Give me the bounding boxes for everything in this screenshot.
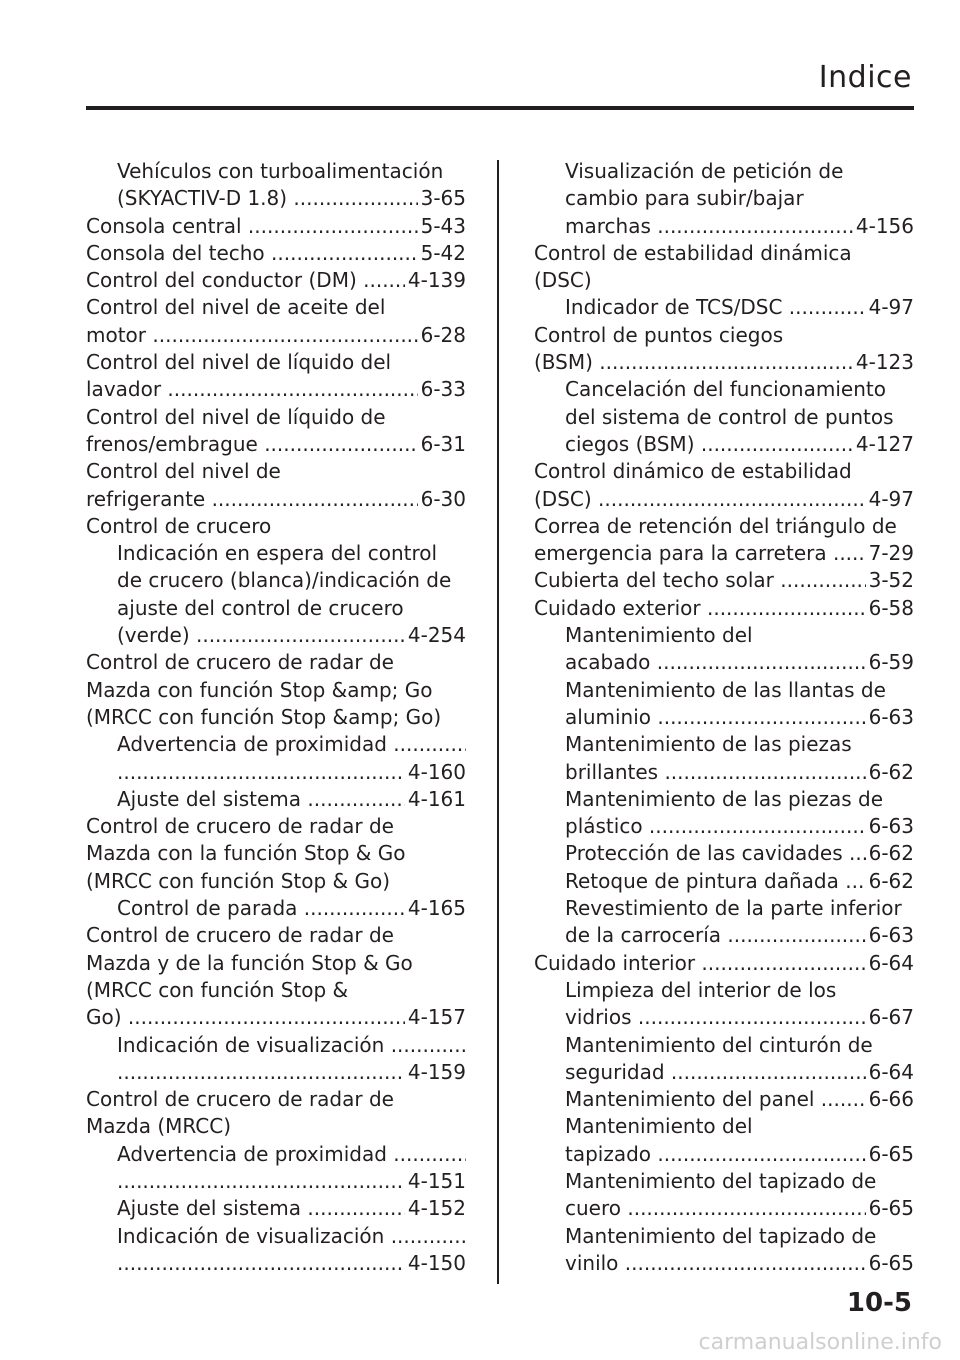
index-entry: Control de crucero de radar de [86, 1087, 394, 1112]
index-entry-text: emergencia para la carretera ..... [534, 540, 866, 567]
index-entry-text: Cubierta del techo solar ..... [534, 567, 866, 594]
index-entry [534, 431, 914, 458]
index-entry-page: 6-65 [868, 1196, 914, 1221]
index-entry: Mazda con la función Stop & Go [86, 841, 406, 866]
index-entry-page: 5-43 [420, 213, 466, 238]
index-entry-text: Go) ..... [86, 1004, 405, 1031]
index-entry-text: seguridad ..... [565, 1059, 866, 1086]
index-entry [86, 759, 466, 786]
index-entry-text: acabado ..... [565, 649, 866, 676]
index-entry-page: 6-64 [868, 950, 914, 975]
index-entry-text: Ajuste del sistema ..... [117, 1195, 405, 1222]
index-entry-page: 6-59 [868, 650, 914, 675]
index-entry-page: 6-62 [868, 759, 914, 784]
index-entry: Visualización de petición de [565, 159, 844, 183]
index-entry-page: 6-31 [420, 431, 466, 456]
index-entry [86, 267, 466, 294]
index-entry-page: 6-28 [420, 322, 466, 347]
index-entry-page: 4-160 [407, 759, 466, 784]
index-entry-text: motor ..... [86, 322, 418, 349]
index-entry-page: 5-42 [420, 240, 466, 265]
index-entry-page: 6-63 [868, 704, 914, 729]
index-entry: Correa de retención del triángulo de [534, 513, 897, 538]
index-entry [534, 649, 914, 676]
index-entry: de crucero (blanca)/indicación de [117, 568, 452, 593]
index-entry [86, 1168, 466, 1195]
index-entry-page: 6-65 [868, 1141, 914, 1166]
index-entry-page: 4-127 [855, 431, 914, 456]
index-entry [534, 567, 914, 594]
index-entry-page: 3-65 [420, 186, 466, 211]
index-entry-page: 4-157 [407, 1005, 466, 1030]
index-entry [534, 1004, 914, 1031]
index-entry-text: (DSC) ..... [534, 486, 866, 513]
index-column-left [86, 158, 466, 1277]
index-entry-page: 6-62 [868, 868, 914, 893]
index-entry-text [117, 1250, 405, 1277]
index-entry-page: 4-156 [855, 213, 914, 238]
index-entry [534, 704, 914, 731]
index-entry-text: Consola central ..... [86, 213, 418, 240]
index-entry-page: 4-139 [407, 268, 466, 293]
index-entry: Control de crucero de radar de [86, 650, 394, 675]
index-entry-text: frenos/embrague ..... [86, 431, 418, 458]
index-entry-page: 6-66 [868, 1087, 914, 1112]
index-entry: Control de puntos ciegos [534, 322, 784, 347]
index-entry-text: de la carrocería ..... [565, 922, 866, 949]
index-entry-page: 4-152 [407, 1196, 466, 1221]
index-entry-text: Cuidado exterior ..... [534, 595, 866, 622]
index-entry [534, 922, 914, 949]
index-entry: Limpieza del interior de los [565, 977, 837, 1002]
index-entry [534, 840, 914, 867]
index-entry-page: 6-30 [420, 486, 466, 511]
index-entry-text: aluminio ..... [565, 704, 866, 731]
index-entry [86, 240, 466, 267]
index-entry [534, 1195, 914, 1222]
index-entry-text: Cuidado interior ..... [534, 950, 866, 977]
index-entry: Advertencia de proximidad ..... [86, 1141, 466, 1168]
index-entry: Cancelación del funcionamiento [565, 377, 886, 402]
index-entry-text: brillantes ..... [565, 759, 866, 786]
index-entry: Control dinámico de estabilidad [534, 459, 852, 484]
index-entry [86, 322, 466, 349]
index-entry-text: lavador ..... [86, 376, 418, 403]
page-header-title: Indice [818, 60, 912, 95]
index-entry: del sistema de control de puntos [565, 404, 894, 429]
index-entry-page: 6-58 [868, 595, 914, 620]
index-entry: Advertencia de proximidad ..... [86, 731, 466, 758]
index-entry-text: (verde) ..... [117, 622, 405, 649]
index-entry: Indicación en espera del control [117, 541, 438, 566]
index-entry-page: 6-63 [868, 814, 914, 839]
index-entry: Control del nivel de [86, 459, 281, 484]
index-entry-page: 6-65 [868, 1250, 914, 1275]
index-entry: Control del nivel de líquido del [86, 350, 392, 375]
index-entry-page: 4-97 [868, 486, 914, 511]
index-entry [86, 486, 466, 513]
index-entry: Control del nivel de líquido de [86, 404, 386, 429]
index-entry-text: Control de parada ..... [117, 895, 405, 922]
page-number: 10-5 [846, 1288, 912, 1318]
index-entry-page: 4-254 [407, 623, 466, 648]
index-entry-page: 4-123 [855, 350, 914, 375]
index-entry: (MRCC con función Stop & [86, 977, 349, 1002]
index-entry-page: 6-64 [868, 1059, 914, 1084]
index-entry-text: Retoque de pintura dañada ..... [565, 868, 866, 895]
index-entry [534, 294, 914, 321]
index-entry-page: 7-29 [868, 541, 914, 566]
watermark: carmanualsonline.info [698, 1330, 942, 1355]
index-entry-text: Ajuste del sistema ..... [117, 786, 405, 813]
index-entry [534, 950, 914, 977]
index-entry-text: (BSM) ..... [534, 349, 853, 376]
index-entry [534, 540, 914, 567]
index-entry [534, 1059, 914, 1086]
index-entry-text: plástico ..... [565, 813, 866, 840]
index-entry [534, 868, 914, 895]
index-entry [534, 213, 914, 240]
index-entry [86, 185, 466, 212]
index-entry [534, 759, 914, 786]
index-entry: Revestimiento de la parte inferior [565, 896, 902, 921]
index-entry [86, 786, 466, 813]
index-entry: Vehículos con turboalimentación [117, 159, 444, 183]
index-column-right [534, 158, 914, 1277]
index-entry: Mantenimiento de las llantas de [565, 677, 886, 702]
index-entry: Mantenimiento de las piezas [565, 732, 852, 757]
index-entry: ajuste del control de crucero [117, 595, 404, 620]
index-entry [86, 1195, 466, 1222]
index-entry-page: 4-97 [868, 295, 914, 320]
index-entry-text: tapizado ..... [565, 1141, 866, 1168]
index-entry [534, 1250, 914, 1277]
index-entry: (DSC) [534, 268, 592, 293]
index-entry [86, 213, 466, 240]
index-entry-page: 4-161 [407, 786, 466, 811]
index-entry-text: ciegos (BSM) ..... [565, 431, 853, 458]
index-entry [86, 1004, 466, 1031]
index-entry: Control del nivel de aceite del [86, 295, 386, 320]
index-entry [86, 1059, 466, 1086]
index-entry-page: 4-150 [407, 1250, 466, 1275]
index-entry [86, 431, 466, 458]
index-entry-text: Control del conductor (DM) ..... [86, 267, 405, 294]
index-entry-page: 6-62 [868, 841, 914, 866]
index-entry-page: 6-33 [420, 377, 466, 402]
index-entry: (MRCC con función Stop & Go) [86, 868, 391, 893]
index-entry [534, 349, 914, 376]
index-entry-text: Indicador de TCS/DSC ..... [565, 294, 866, 321]
index-entry-text [117, 759, 405, 786]
index-entry: Mantenimiento del tapizado de [565, 1168, 877, 1193]
index-entry [86, 376, 466, 403]
index-entry-text: (SKYACTIV-D 1.8) ..... [117, 185, 418, 212]
index-entry-page: 4-165 [407, 896, 466, 921]
index-entry: Mantenimiento del [565, 1114, 753, 1139]
index-entry-text: Mantenimiento del panel ..... [565, 1086, 866, 1113]
index-entry: Indicación de visualización ..... [86, 1223, 466, 1250]
index-entry [534, 813, 914, 840]
index-entry: Mantenimiento del cinturón de [565, 1032, 873, 1057]
index-entry-text [117, 1059, 405, 1086]
index-entry: Mantenimiento del [565, 623, 753, 648]
index-entry [534, 595, 914, 622]
index-entry [534, 1086, 914, 1113]
index-entry: Indicación de visualización ..... [86, 1032, 466, 1059]
index-entry: Mantenimiento de las piezas de [565, 786, 884, 811]
index-entry-text: vidrios ..... [565, 1004, 866, 1031]
index-entry: Control de crucero de radar de [86, 923, 394, 948]
index-entry: (MRCC con función Stop &amp; Go) [86, 704, 442, 729]
index-entry: Mazda (MRCC) [86, 1114, 232, 1139]
index-entry: Control de crucero de radar de [86, 814, 394, 839]
index-entry-text: Consola del techo ..... [86, 240, 418, 267]
index-entry: Control de estabilidad dinámica [534, 240, 852, 265]
index-entry: Mantenimiento del tapizado de [565, 1223, 877, 1248]
index-entry [534, 486, 914, 513]
index-entry [86, 622, 466, 649]
index-entry-page: 3-52 [868, 568, 914, 593]
index-entry-page: 4-159 [407, 1059, 466, 1084]
index-entry [86, 895, 466, 922]
index-entry [534, 1141, 914, 1168]
index-entry-page: 4-151 [407, 1168, 466, 1193]
index-entry-text: refrigerante ..... [86, 486, 418, 513]
index-entry [86, 1250, 466, 1277]
index-entry-text: marchas ..... [565, 213, 853, 240]
column-divider [497, 160, 499, 1284]
index-entry: cambio para subir/bajar [565, 186, 804, 211]
index-entry-text: cuero ..... [565, 1195, 866, 1222]
index-entry: Mazda y de la función Stop & Go [86, 950, 413, 975]
index-entry-text: Protección de las cavidades ..... [565, 840, 866, 867]
index-entry-text: vinilo ..... [565, 1250, 866, 1277]
index-entry-text [117, 1168, 405, 1195]
header-rule [86, 106, 914, 110]
index-entry: Mazda con función Stop &amp; Go [86, 677, 433, 702]
index-entry-page: 6-63 [868, 923, 914, 948]
index-entry: Control de crucero [86, 513, 272, 538]
index-entry-page: 6-67 [868, 1005, 914, 1030]
